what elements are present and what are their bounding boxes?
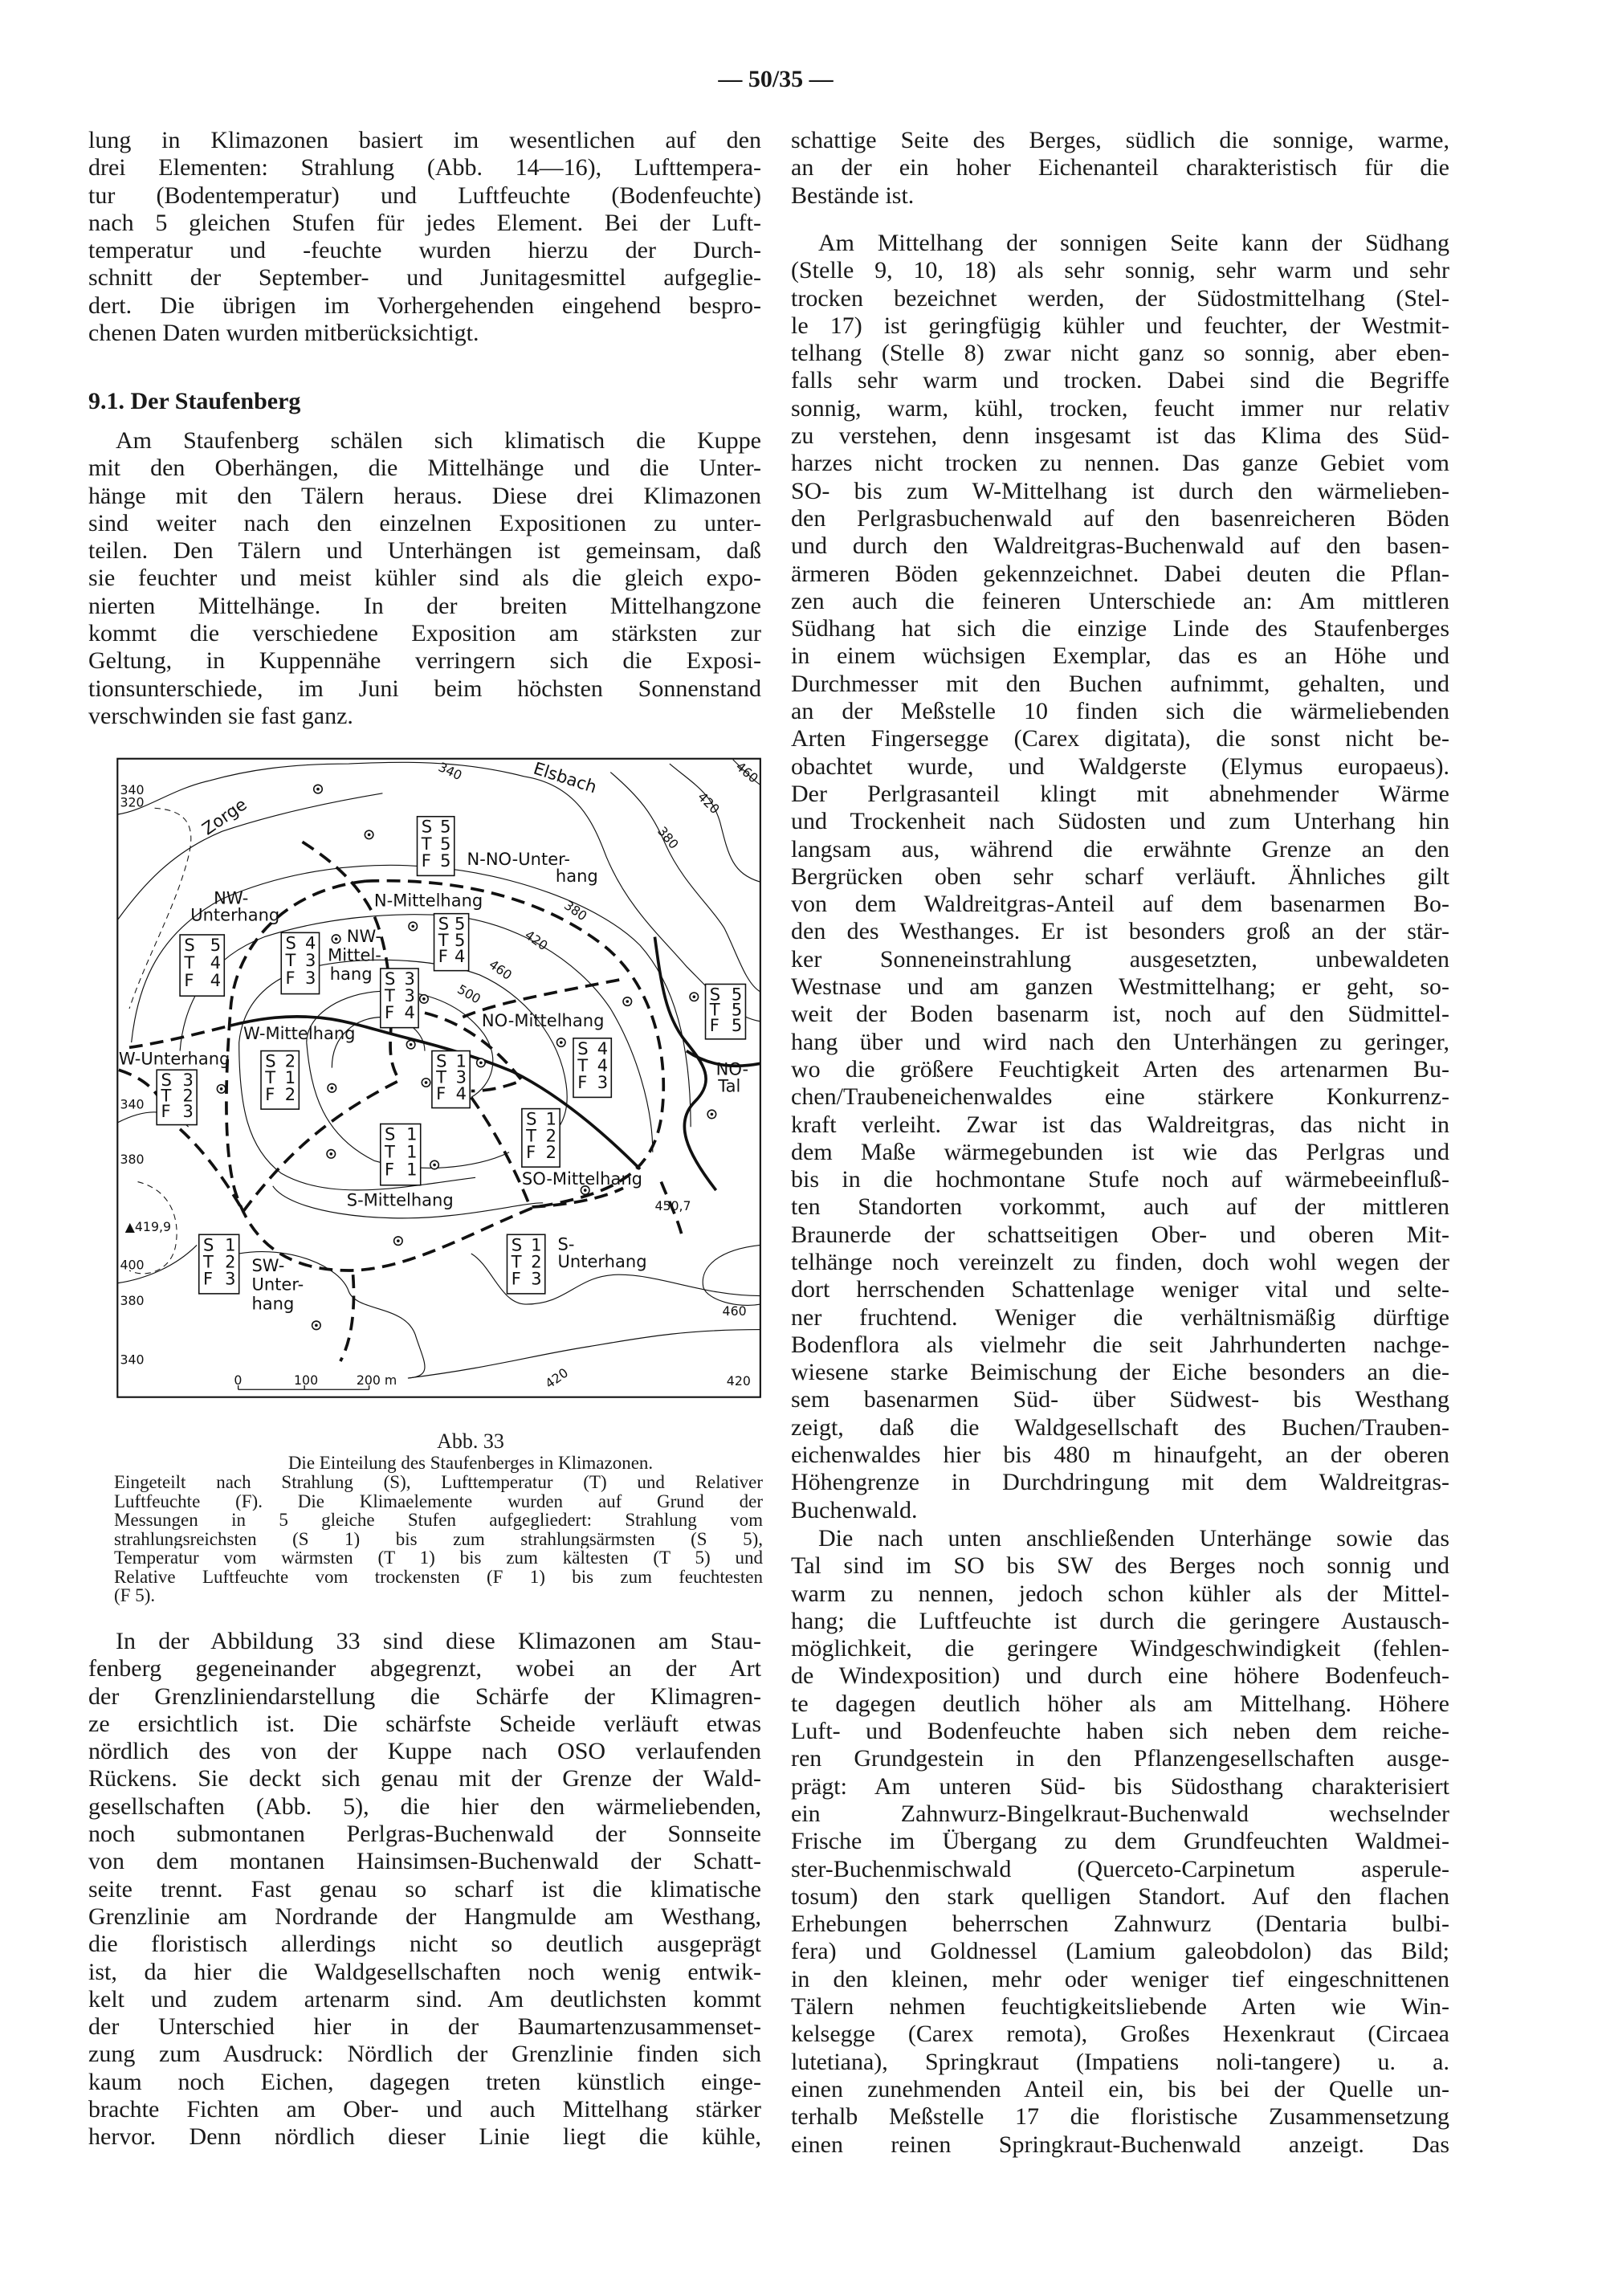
zone-value-f: F 4	[436, 1083, 467, 1103]
zone-value-t: T 4	[184, 952, 222, 973]
measuring-station-dot	[330, 1087, 333, 1090]
text-line: obachtet wurde, und Waldgerste (Elymus europaeus).	[791, 752, 1449, 780]
text-line: kommt die verschiedene Exposition am stärksten zur	[88, 620, 761, 647]
left-paragraph-2	[88, 427, 761, 730]
text-line: weit der Boden basenarm ist, noch auf den Südmittel-	[791, 1001, 1449, 1028]
contour-label: 420	[726, 1372, 751, 1389]
text-line: Höhengrenze in Durchdringung mit dem Waldreitgras-	[791, 1469, 1449, 1496]
contour-label: 460	[732, 758, 762, 786]
text-line: Messungen in 5 gleiche Stufen aufgegliedert: Strahlung vom	[114, 1511, 763, 1530]
text-line: ten Standorten vorkommt, auch auf der mittleren	[791, 1193, 1449, 1221]
zone-value-f: F 3	[511, 1268, 542, 1289]
zone-value-t: T 5	[438, 929, 466, 950]
scale-label: 200 m	[356, 1372, 397, 1388]
text-line: noch submontanen Perlgras-Buchenwald der Sonnseite	[88, 1821, 761, 1848]
text-line: wo die größere Feuchtigkeit Arten des artenarmen Bu-	[791, 1055, 1449, 1083]
text-line: nierten Mittelhänge. In der breiten Mittelhangzone	[88, 592, 761, 619]
zone-value-t: T 2	[161, 1085, 194, 1106]
measuring-station-dot	[397, 1239, 400, 1242]
label-s-unterhang-1: S-	[557, 1234, 575, 1254]
text-line: einen reinen Springkraut-Buchenwald anzeigt. Das	[791, 2131, 1449, 2158]
zone-value-t: T 2	[203, 1251, 236, 1272]
text-line: zung zum Ausdruck: Nördlich der Grenzlinie finden sich	[88, 2041, 761, 2068]
label-w-unterhang: W-Unterhang	[118, 1048, 230, 1069]
zone-box	[507, 1234, 544, 1294]
measuring-station-dot	[220, 1087, 223, 1091]
label-elsbach: Elsbach	[531, 757, 600, 797]
contour-label: 340	[120, 1352, 145, 1368]
text-line: kelsegge (Carex remota), Großes Hexenkraut (Circaea	[791, 2021, 1449, 2048]
text-line: Westnase und am ganzen Westmittelhang; er geht, so-	[791, 973, 1449, 1001]
zone-box	[434, 914, 469, 971]
zone-box	[706, 984, 746, 1038]
text-line: mit den Oberhängen, die Mittelhänge und die Unter-	[88, 455, 761, 482]
left-paragraph-1	[88, 127, 761, 347]
measuring-station-dot	[316, 788, 320, 791]
text-line: Rückens. Sie deckt sich genau mit der Grenze der Wald-	[88, 1765, 761, 1792]
measuring-station-dot	[410, 1043, 413, 1046]
zone-box	[381, 1124, 421, 1185]
text-line: von dem Waldreitgras-Anteil auf dem basenarmen Bo-	[791, 891, 1449, 918]
contour-label: 400	[120, 1257, 145, 1273]
text-line: Temperatur vom wärmsten (T 1) bis zum kältesten (T 5) und	[114, 1548, 763, 1568]
measuring-station-dot	[692, 995, 695, 998]
label-zorge: Zorge	[198, 793, 251, 839]
zone-value-s: S 1	[436, 1050, 467, 1071]
measuring-station-dot	[335, 937, 338, 940]
measuring-station-dot	[411, 925, 414, 928]
climate-zone-map	[112, 747, 771, 1418]
text-line: lung in Klimazonen basiert im wesentlichen auf den	[88, 127, 761, 153]
page-number: — 50/35 —	[718, 66, 834, 92]
zone-value-s: S 1	[385, 1124, 418, 1144]
scale-label: 0	[234, 1372, 243, 1388]
text-line: (Stelle 9, 10, 18) als sehr sonnig, sehr warm und sehr	[791, 257, 1449, 284]
text-line: den Perlgrasbuchenwald auf den basenreicheren Böden	[791, 504, 1449, 532]
section-heading: 9.1. Der Staufenberg	[88, 388, 301, 414]
contour-label: 320	[120, 794, 145, 810]
text-line: eichenwaldes hier bis 480 m hinaufgeht, an der oberen	[791, 1442, 1449, 1469]
zone-box	[522, 1109, 560, 1168]
zone-value-s: S 5	[438, 913, 466, 934]
zone-box	[418, 817, 454, 876]
zone-box	[432, 1051, 470, 1108]
text-line: ze ersichtlich ist. Die schärfste Scheide verläuft etwas	[88, 1710, 761, 1737]
measuring-station-dot	[422, 997, 426, 1001]
contour-label: 340	[120, 781, 145, 797]
text-line: warm zu nennen, jedoch schon kühler als der Mittel-	[791, 1580, 1449, 1607]
zone-value-s: S 1	[203, 1234, 236, 1255]
text-line: teilen. Den Tälern und Unterhängen ist gemeinsam, daß	[88, 537, 761, 565]
zone-value-s: S 1	[526, 1108, 556, 1129]
text-line: verschwinden sie fast ganz.	[88, 702, 353, 729]
figure-caption-text	[114, 1473, 763, 1605]
text-line: sem basenarmen Süd- über Südwest- bis Westhang	[791, 1386, 1449, 1413]
text-line: die floristisch allerdings nicht so deutlich ausgeprägt	[88, 1931, 761, 1958]
zone-box	[281, 932, 319, 993]
text-line: an der Meßstelle 10 finden sich die wärmeliebenden	[791, 698, 1449, 725]
label-no-tal-1: NO-	[715, 1058, 749, 1079]
text-line: ein Zahnwurz-Bingelkraut-Buchenwald wechselnder	[791, 1800, 1449, 1827]
contour-label: 340	[120, 1096, 145, 1112]
zone-value-f: F 1	[385, 1159, 418, 1180]
text-line: telhang (Stelle 8) zwar nicht ganz so sonnig, aber eben-	[791, 340, 1449, 367]
text-line: einen zunehmenden Anteil ein, bis bei der Quelle un-	[791, 2075, 1449, 2102]
text-line: sonnig, warm, kühl, trocken, feucht immer nur relativ	[791, 394, 1449, 422]
text-line: Geltung, in Kuppennähe verringern sich die Exposi-	[88, 647, 761, 675]
zone-value-s: S 1	[511, 1234, 542, 1255]
label-n-no-unterhang: N-NO-Unter-	[467, 849, 571, 870]
measuring-station-dot	[315, 1323, 318, 1327]
text-line: hänge mit den Tälern heraus. Diese drei Klimazonen	[88, 482, 761, 509]
text-line: Eingeteilt nach Strahlung (S), Lufttemperatur (T) und Relativer	[114, 1473, 763, 1492]
zone-value-f: F 2	[526, 1141, 556, 1162]
zone-value-t: T 3	[385, 985, 415, 1006]
figure-label: Abb. 33	[437, 1429, 504, 1453]
right-paragraph-2	[791, 230, 1449, 1524]
measuring-station-dot	[479, 1061, 483, 1064]
zone-value-s: S 4	[577, 1038, 609, 1058]
label-no-tal-2: Tal	[718, 1075, 741, 1096]
label-sw-unterhang-3: hang	[251, 1293, 295, 1314]
zone-value-f: F 3	[577, 1071, 609, 1092]
text-line: Bestände ist.	[791, 181, 915, 209]
text-line: und durch den Waldreitgras-Buchenwald auf den basen-	[791, 532, 1449, 560]
zone-value-f: F 3	[285, 968, 316, 989]
text-line: kelt und zudem artenarm sind. Am deutlichsten kommt	[88, 1985, 761, 2013]
text-line: Am Mittelhang der sonnigen Seite kann der Südhang	[818, 230, 1449, 256]
text-line: terhalb Meßstelle 17 die floristische Zusammensetzung	[791, 2103, 1449, 2131]
text-line: den des Westhanges. Er ist besonders groß an der stär-	[791, 918, 1449, 945]
text-line: in einem wüchsigen Exemplar, das es an Höhe und	[791, 642, 1449, 670]
label-w-mittelhang: W-Mittelhang	[243, 1022, 356, 1043]
label-nw-mittelhang-3: hang	[329, 964, 373, 985]
figure-caption	[114, 1429, 763, 1605]
text-line: tosum) den stark quelligen Standort. Auf den flachen	[791, 1882, 1449, 1910]
text-line: zu verstehen, denn insgesamt ist das Klima des Süd-	[791, 422, 1449, 450]
zone-value-t: T 2	[526, 1125, 556, 1146]
label-nw-mittelhang-1: NW-	[346, 925, 381, 946]
text-line: drei Elementen: Strahlung (Abb. 14—16), Lufttempera-	[88, 154, 761, 181]
text-line: hervor. Denn nördlich dieser Linie liegt die kühle,	[88, 2123, 761, 2151]
text-line: zen auch die feineren Unterschiede an: Am mittleren	[791, 587, 1449, 614]
text-line: Relative Luftfeuchte vom trockensten (F 1) bis zum feuchtesten	[114, 1567, 763, 1586]
text-line: seite trennt. Fast genau so scharf ist die klimatische	[88, 1875, 761, 1902]
contour-label: 420	[695, 789, 723, 818]
zone-value-t: T 2	[511, 1251, 542, 1272]
zone-value-s: S 2	[265, 1050, 296, 1071]
spot-height-label: ▲419,9	[124, 1219, 172, 1235]
zone-value-s: S 5	[421, 816, 451, 837]
zone-value-t: T 1	[385, 1141, 418, 1162]
measuring-station-dot	[711, 1113, 714, 1116]
label-nw-unterhang: Unterhang	[190, 904, 280, 925]
text-line: hang über und wird nach den Unterhängen zu geringer,	[791, 1028, 1449, 1055]
text-line: zeigt, daß die Waldgesellschaft des Buchen/Trauben-	[791, 1413, 1449, 1441]
label-sw-unterhang-1: SW-	[251, 1255, 285, 1276]
spot-height-label: 450,7	[654, 1197, 691, 1213]
contour-label: 420	[522, 927, 551, 954]
left-paragraph-3	[88, 1628, 761, 2151]
text-line: langsam aus, während die erwähnte Grenze an den	[791, 835, 1449, 863]
text-line: an der ein hoher Eichenanteil charakteristisch für die	[791, 154, 1449, 181]
figure-title: Die Einteilung des Staufenberges in Klimazonen.	[287, 1453, 654, 1473]
text-line: chenen Daten wurden mitberücksichtigt.	[88, 320, 479, 347]
text-line: SO- bis zum W-Mittelhang ist durch den wärmelieben-	[791, 477, 1449, 504]
zone-value-t: T 4	[577, 1054, 609, 1075]
text-line: von dem montanen Hainsimsen-Buchenwald der Schatt-	[88, 1848, 761, 1875]
zone-box	[381, 969, 418, 1028]
label-nw: NW-	[214, 887, 249, 908]
text-line: ner fruchtend. Weniger die verhältnismäßig dürftige	[791, 1303, 1449, 1331]
contour-label: 460	[722, 1303, 747, 1319]
contour-label: 380	[120, 1151, 145, 1167]
text-line: prägt: Am unteren Süd- bis Südosthang charakterisiert	[791, 1772, 1449, 1800]
zone-value-t: T 3	[285, 950, 316, 971]
text-line: ärmeren Böden gekennzeichnet. Dabei deuten die Pflan-	[791, 560, 1449, 587]
zone-value-s: S 3	[161, 1070, 194, 1091]
text-line: Die nach unten anschließenden Unterhänge sowie das	[818, 1525, 1449, 1552]
text-line: hang; die Luftfeuchte ist durch die geringere Austausch-	[791, 1607, 1449, 1634]
contour-label: 380	[561, 897, 590, 924]
zone-value-s: S 5	[184, 934, 222, 955]
zone-value-f: F 4	[438, 945, 466, 966]
text-line: fera) und Goldnessel (Lamium galeobdolon) das Bild;	[791, 1938, 1449, 1965]
zone-value-f: F 4	[385, 1002, 415, 1023]
label-s-unterhang-2: Unterhang	[557, 1250, 647, 1271]
text-line: tionsunterschiede, im Juni beim höchsten Sonnenstand	[88, 675, 761, 702]
text-line: fenberg gegeneinander abgegrenzt, wobei an der Art	[88, 1655, 761, 1682]
text-line: te dagegen deutlich höher als am Mittelhang. Höhere	[791, 1690, 1449, 1717]
text-line: sie feuchter und meist kühler sind als die gleich expo-	[88, 565, 761, 592]
contour-label: 380	[120, 1293, 145, 1309]
text-line: falls sehr warm und trocken. Dabei sind die Begriffe	[791, 367, 1449, 394]
contour-label: 460	[486, 956, 516, 983]
zone-value-t: T 3	[436, 1066, 467, 1087]
zone-value-s: S 5	[709, 984, 743, 1005]
text-line: Arten Fingersegge (Carex digitata), die sonst nicht be-	[791, 725, 1449, 752]
zone-value-f: F 3	[203, 1268, 236, 1289]
text-line: temperatur und -feuchte wurden hierzu der Durch-	[88, 237, 761, 264]
right-paragraph-3	[791, 1525, 1449, 2159]
text-line: dem Maße wärmegebunden ist wie das Perlgras und	[791, 1138, 1449, 1165]
text-line: ker Sonneneinstrahlung ausgesetzten, unbewaldeten	[791, 945, 1449, 973]
label-n-no-unterhang-2: hang	[555, 866, 598, 887]
text-line: telhänge noch vereinzelt zu finden, doch wohl wegen der	[791, 1248, 1449, 1275]
measuring-station-dot	[368, 834, 371, 837]
text-line: und Trockenheit nach Südosten und zum Unterhang hin	[791, 808, 1449, 835]
label-sw-unterhang-2: Unter-	[251, 1274, 304, 1295]
text-line: (F 5).	[114, 1586, 156, 1605]
label-s-mittelhang: S-Mittelhang	[346, 1189, 454, 1210]
text-line: Luftfeuchte (F). Die Klimaelemente wurden auf Grund der	[114, 1491, 763, 1511]
text-line: de Windexposition) und durch eine höhere Bodenfeuch-	[791, 1662, 1449, 1690]
text-line: chen/Traubeneichenwaldes eine stärkere Konkurrenz-	[791, 1083, 1449, 1111]
measuring-station-dot	[584, 1189, 587, 1192]
text-line: Tal sind im SO bis SW des Berges noch sonnig und	[791, 1552, 1449, 1580]
contour-label: 380	[654, 823, 682, 852]
text-line: in den kleinen, mehr oder weniger tief eingeschnittenen	[791, 1965, 1449, 1992]
text-line: bis in die hochmontane Stufe noch auf wärmebeeinfluß-	[791, 1166, 1449, 1193]
text-line: Der Perlgrasanteil klingt mit abnehmender Wärme	[791, 780, 1449, 807]
zone-value-f: F 4	[184, 969, 222, 990]
measuring-station-dot	[433, 1164, 436, 1167]
text-line: Frische im Übergang zu dem Grundfeuchten Waldmei-	[791, 1828, 1449, 1855]
zone-box	[261, 1051, 299, 1110]
label-n-mittelhang: N-Mittelhang	[373, 890, 483, 911]
text-line: ster-Buchenmischwald (Querceto-Carpinetum asperule-	[791, 1855, 1449, 1882]
measuring-station-dot	[425, 1081, 428, 1084]
text-line: Luft- und Bodenfeuchte haben sich neben dem reiche-	[791, 1718, 1449, 1745]
zone-value-f: F 3	[161, 1100, 194, 1121]
text-line: Südhang hat sich die einzige Linde des Staufenberges	[791, 615, 1449, 642]
label-nw-mittelhang-2: Mittel-	[328, 944, 381, 965]
text-line: strahlungsreichsten (S 1) bis zum strahlungsärmsten (S 5),	[114, 1529, 763, 1548]
text-line: harzes nicht trocken zu nennen. Das ganze Gebiet vom	[791, 450, 1449, 477]
zone-box	[180, 935, 224, 996]
text-line: Braunerde der schattseitigen Ober- und oberen Mit-	[791, 1221, 1449, 1248]
zone-value-t: T 1	[265, 1067, 296, 1088]
text-line: Erhebungen beherrschen Zahnwurz (Dentaria bulbi-	[791, 1911, 1449, 1938]
contour-label: 500	[454, 981, 483, 1007]
text-line: ren Grundgestein in den Pflanzengesellschaften ausge-	[791, 1745, 1449, 1772]
text-line: tur (Bodentemperatur) und Luftfeuchte (Bodenfeuchte)	[88, 181, 761, 209]
zone-box	[573, 1038, 611, 1098]
text-line: trocken bezeichnet werden, der Südostmittelhang (Stel-	[791, 284, 1449, 312]
text-line: wiesene starke Beimischung der Eiche besonders an die-	[791, 1359, 1449, 1386]
measuring-station-dot	[626, 1000, 629, 1003]
zone-box	[157, 1070, 197, 1124]
text-line: Durchmesser mit den Buchen aufnimmt, gehalten, und	[791, 670, 1449, 697]
zone-box	[199, 1234, 239, 1294]
scale-bar	[234, 1372, 397, 1389]
zone-value-t: T 5	[709, 999, 743, 1020]
measuring-station-dot	[560, 1041, 563, 1044]
text-line: kraft verleiht. Zwar ist das Waldreitgras, das nicht in	[791, 1111, 1449, 1138]
text-line: Buchenwald.	[791, 1496, 918, 1523]
text-line: Grenzlinie am Nordrande der Hangmulde am Westhang,	[88, 1902, 761, 1930]
text-line: möglichkeit, die geringere Windgeschwindigkeit (fehlen-	[791, 1635, 1449, 1662]
contour-label: 340	[436, 759, 465, 784]
text-line: dert. Die übrigen im Vorhergehenden eingehend bespro-	[88, 292, 761, 319]
measuring-station-dot	[329, 1152, 332, 1156]
zone-value-f: F 2	[265, 1083, 296, 1104]
text-line: Am Staufenberg schälen sich klimatisch die Kuppe	[116, 427, 761, 454]
text-line: ist, da hier die Waldgesellschaften noch wenig entwik-	[88, 1958, 761, 1985]
text-line: sind weiter nach den einzelnen Expositionen zu unter-	[88, 509, 761, 536]
label-no-mittelhang: NO-Mittelhang	[481, 1010, 605, 1031]
zone-value-t: T 5	[421, 833, 451, 854]
text-line: le 17) ist geringfügig kühler und feuchter, der Westmit-	[791, 312, 1449, 339]
text-line: nach 5 gleichen Stufen für jedes Element. Bei der Luft-	[88, 209, 761, 236]
text-line: In der Abbildung 33 sind diese Klimazonen am Stau-	[116, 1628, 761, 1654]
text-line: der Grenzliniendarstellung die Schärfe der Klimagren-	[88, 1682, 761, 1710]
zone-value-f: F 5	[421, 850, 451, 871]
text-line: Tälern nehmen feuchtigkeitsliebende Arten wie Win-	[791, 1993, 1449, 2021]
text-line: brachte Fichten am Ober- und auch Mittelhang stärker	[88, 2096, 761, 2123]
text-line: dort herrschenden Schattenlage weniger vital und selte-	[791, 1276, 1449, 1303]
text-line: kaum noch Eichen, dagegen treten künstlich einge-	[88, 2068, 761, 2095]
text-line: schattige Seite des Berges, südlich die sonnige, warme,	[791, 127, 1449, 153]
text-line: der Unterschied hier in der Baumartenzusammenset-	[88, 2013, 761, 2041]
text-line: schnitt der September- und Junitagesmittel aufgeglie-	[88, 264, 761, 292]
label-so-mittelhang: SO-Mittelhang	[521, 1168, 642, 1189]
text-line: nördlich des von der Kuppe nach OSO verlaufenden	[88, 1738, 761, 1765]
text-line: Bergrücken oben sehr scharf verläuft. Ähnliches gilt	[791, 863, 1449, 890]
text-line: Bodenflora als vielmehr die seit Jahrhunderten nachge-	[791, 1331, 1449, 1358]
zone-value-s: S 4	[285, 932, 316, 953]
text-line: lutetiana), Springkraut (Impatiens noli-tangere) u. a.	[791, 2048, 1449, 2075]
zone-value-s: S 3	[385, 969, 415, 989]
scale-label: 100	[294, 1372, 319, 1388]
contour-label: 420	[542, 1364, 571, 1392]
text-line: gesellschaften (Abb. 5), die hier den wärmeliebenden,	[88, 1792, 761, 1820]
right-paragraph-1	[791, 127, 1449, 210]
zone-value-f: F 5	[709, 1015, 743, 1036]
